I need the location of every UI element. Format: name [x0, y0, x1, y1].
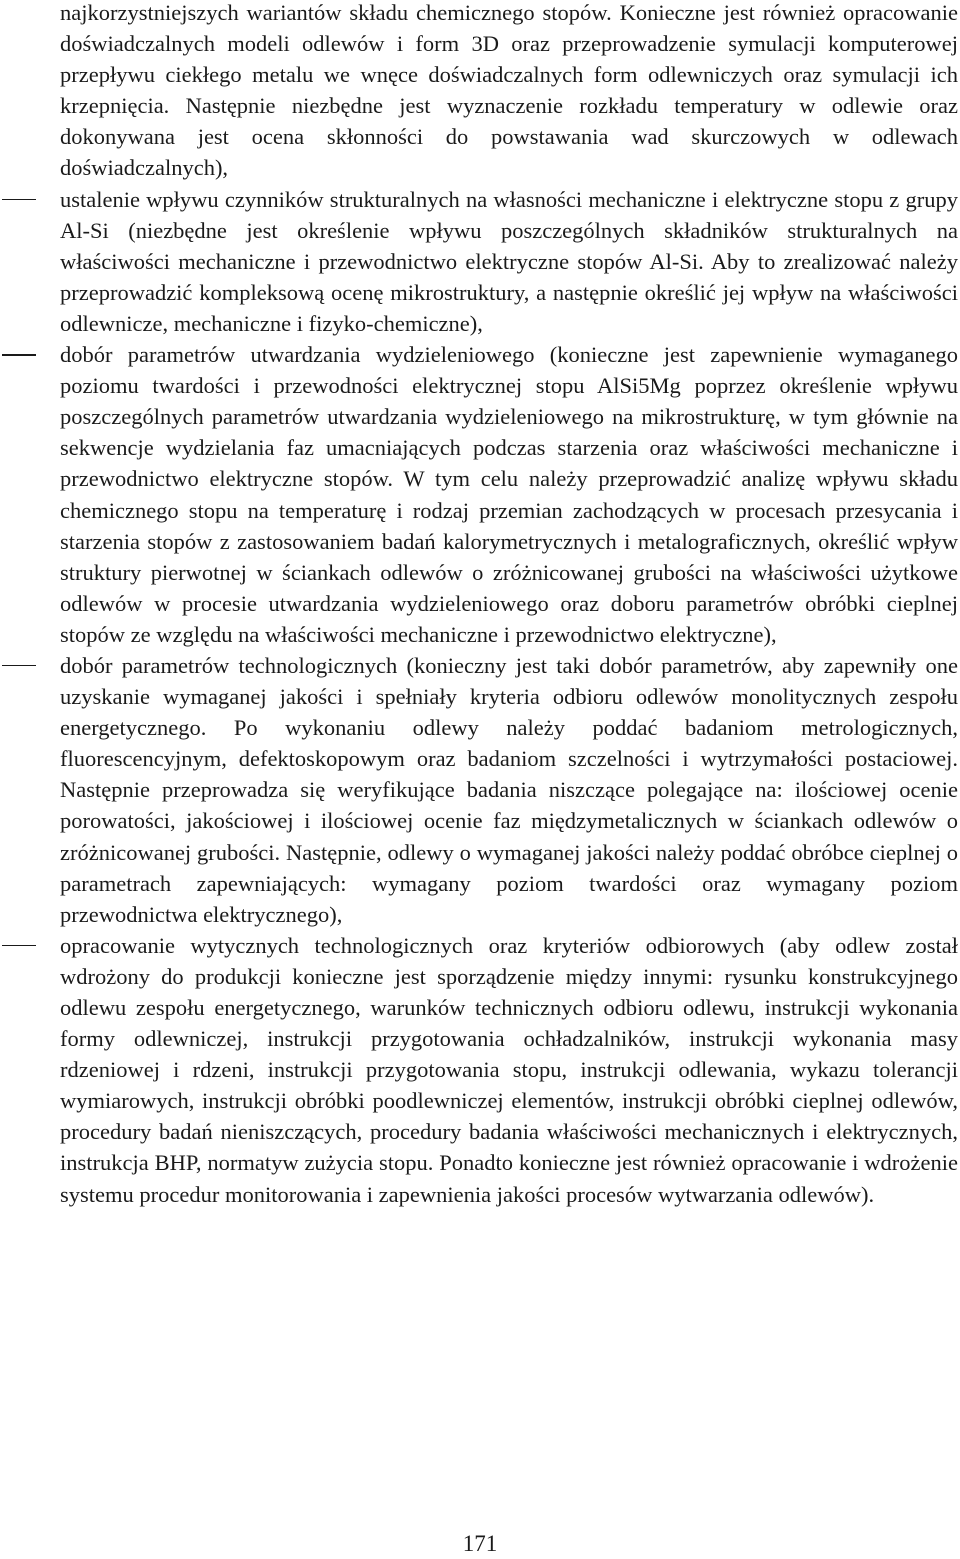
list-item-text: ustalenie wpływu czynników strukturalnych na własności mechaniczne i elektryczne stopu z grupy Al-Si (niezbędne jest określenie wpływu poszczególnych składników strukturalnych na właściwości mechaniczne i przewodnictwo elektryczne stopów Al-Si. Aby to zrealizować należy przeprowadzić kompleksową ocenę mikrostruktury, a następnie określić jej wpływ na właściwości odlewnicze, mechaniczne i fizyko-chemiczne), [60, 186, 958, 336]
list-item-text: opracowanie wytycznych technologicznych oraz kryteriów odbiorowych (aby odlew został wdrożony do produkcji konieczne jest sporządzenie między innymi: rysunku konstrukcyjnego odlewu zespołu energetycznego, warunków technicznych odbioru odlewu, instrukcji wykonania formy odlewniczej, instrukcji przygotowania ochładzalników, instrukcji wykonania masy rdzeniowej i rdzeni, instrukcji przygotowania stopu, instrukcji odlewania, wykazu tolerancji wymiarowych, instrukcji obróbki poodlewniczej elementów, instrukcji obróbki cieplnej odlewów, procedury badań nieniszczących, procedury badania właściwości mechanicznych i elektrycznych, instrukcja BHP, normatyw zużycia stopu. Ponadto konieczne jest również opracowanie i wdrożenie systemu procedur monitorowania i zapewnienia jakości procesów wytwarzania odlewów). [60, 932, 958, 1207]
list-item [0, 339, 960, 650]
dash-bullet-icon [2, 199, 36, 201]
page-number: 171 [462, 1531, 498, 1556]
intro-paragraph: najkorzystniejszych wariantów składu chemicznego stopów. Konieczne jest również opracowanie doświadczalnych modeli odlewów i form 3D oraz przeprowadzenie symulacji komputerowej przepływu ciekłego metalu we wnęce doświadczalnych form odlewniczych oraz symulacji ich krzepnięcia. Następnie niezbędne jest wyznaczenie rozkładu temperatury w odlewie oraz dokonywana jest ocena skłonności do powstawania wad skurczowych w odlewach doświadczalnych), [60, 0, 958, 181]
list-item-text: dobór parametrów utwardzania wydzieleniowego (konieczne jest zapewnienie wymaganego poziomu twardości i przewodności elektrycznej stopu AlSi5Mg poprzez określenie wpływu poszczególnych parametrów utwardzania wydzieleniowego na mikrostrukturę, w tym głównie na sekwencje wydzielania faz umacniających podczas starzenia oraz właściwości mechaniczne i przewodnictwo elektryczne stopów. W tym celu należy przeprowadzić analizę wpływu składu chemicznego stopu na temperaturę i rodzaj przemian zachodzących w procesach przesycania i starzenia stopów z zastosowaniem badań kalorymetrycznych i metalograficznych, określić wpływ struktury pierwotnej w ściankach odlewów o zróżnicowanej grubości na właściwości użytkowe odlewów w procesie utwardzania wydzieleniowego oraz doboru parametrów obróbki cieplnej stopów ze względu na właściwości mechaniczne i przewodnictwo elektryczne), [60, 342, 958, 647]
list-item [0, 930, 960, 1210]
dash-bullet-icon [2, 945, 36, 947]
list-item [0, 650, 960, 930]
list-item-text: dobór parametrów technologicznych (konieczny jest taki dobór parametrów, aby zapewniły one uzyskanie wymaganej jakości i spełniały kryteria odbioru odlewów monolitycznych zespołu energetycznego. Po wykonaniu odlewy należy poddać badaniom metrologicznych, fluorescencyjnym, defektoskopowym oraz badaniom szczelności i wytrzymałości postaciowej. Następnie przeprowadza się weryfikujące badania niszczące polegające na: ilościowej ocenie porowatości, jakościowej i ilościowej ocenie faz międzymetalicznych w ściankach odlewów o zróżnicowanej grubości. Następnie, odlewy o wymaganej jakości należy poddać obróbce cieplnej o parametrach zapewniających: wymagany poziom twardości oraz wymagany poziom przewodnictwa elektrycznego), [60, 652, 958, 927]
dash-bullet-icon [2, 354, 36, 356]
list-item [0, 184, 960, 339]
dash-bullet-icon [2, 665, 36, 667]
